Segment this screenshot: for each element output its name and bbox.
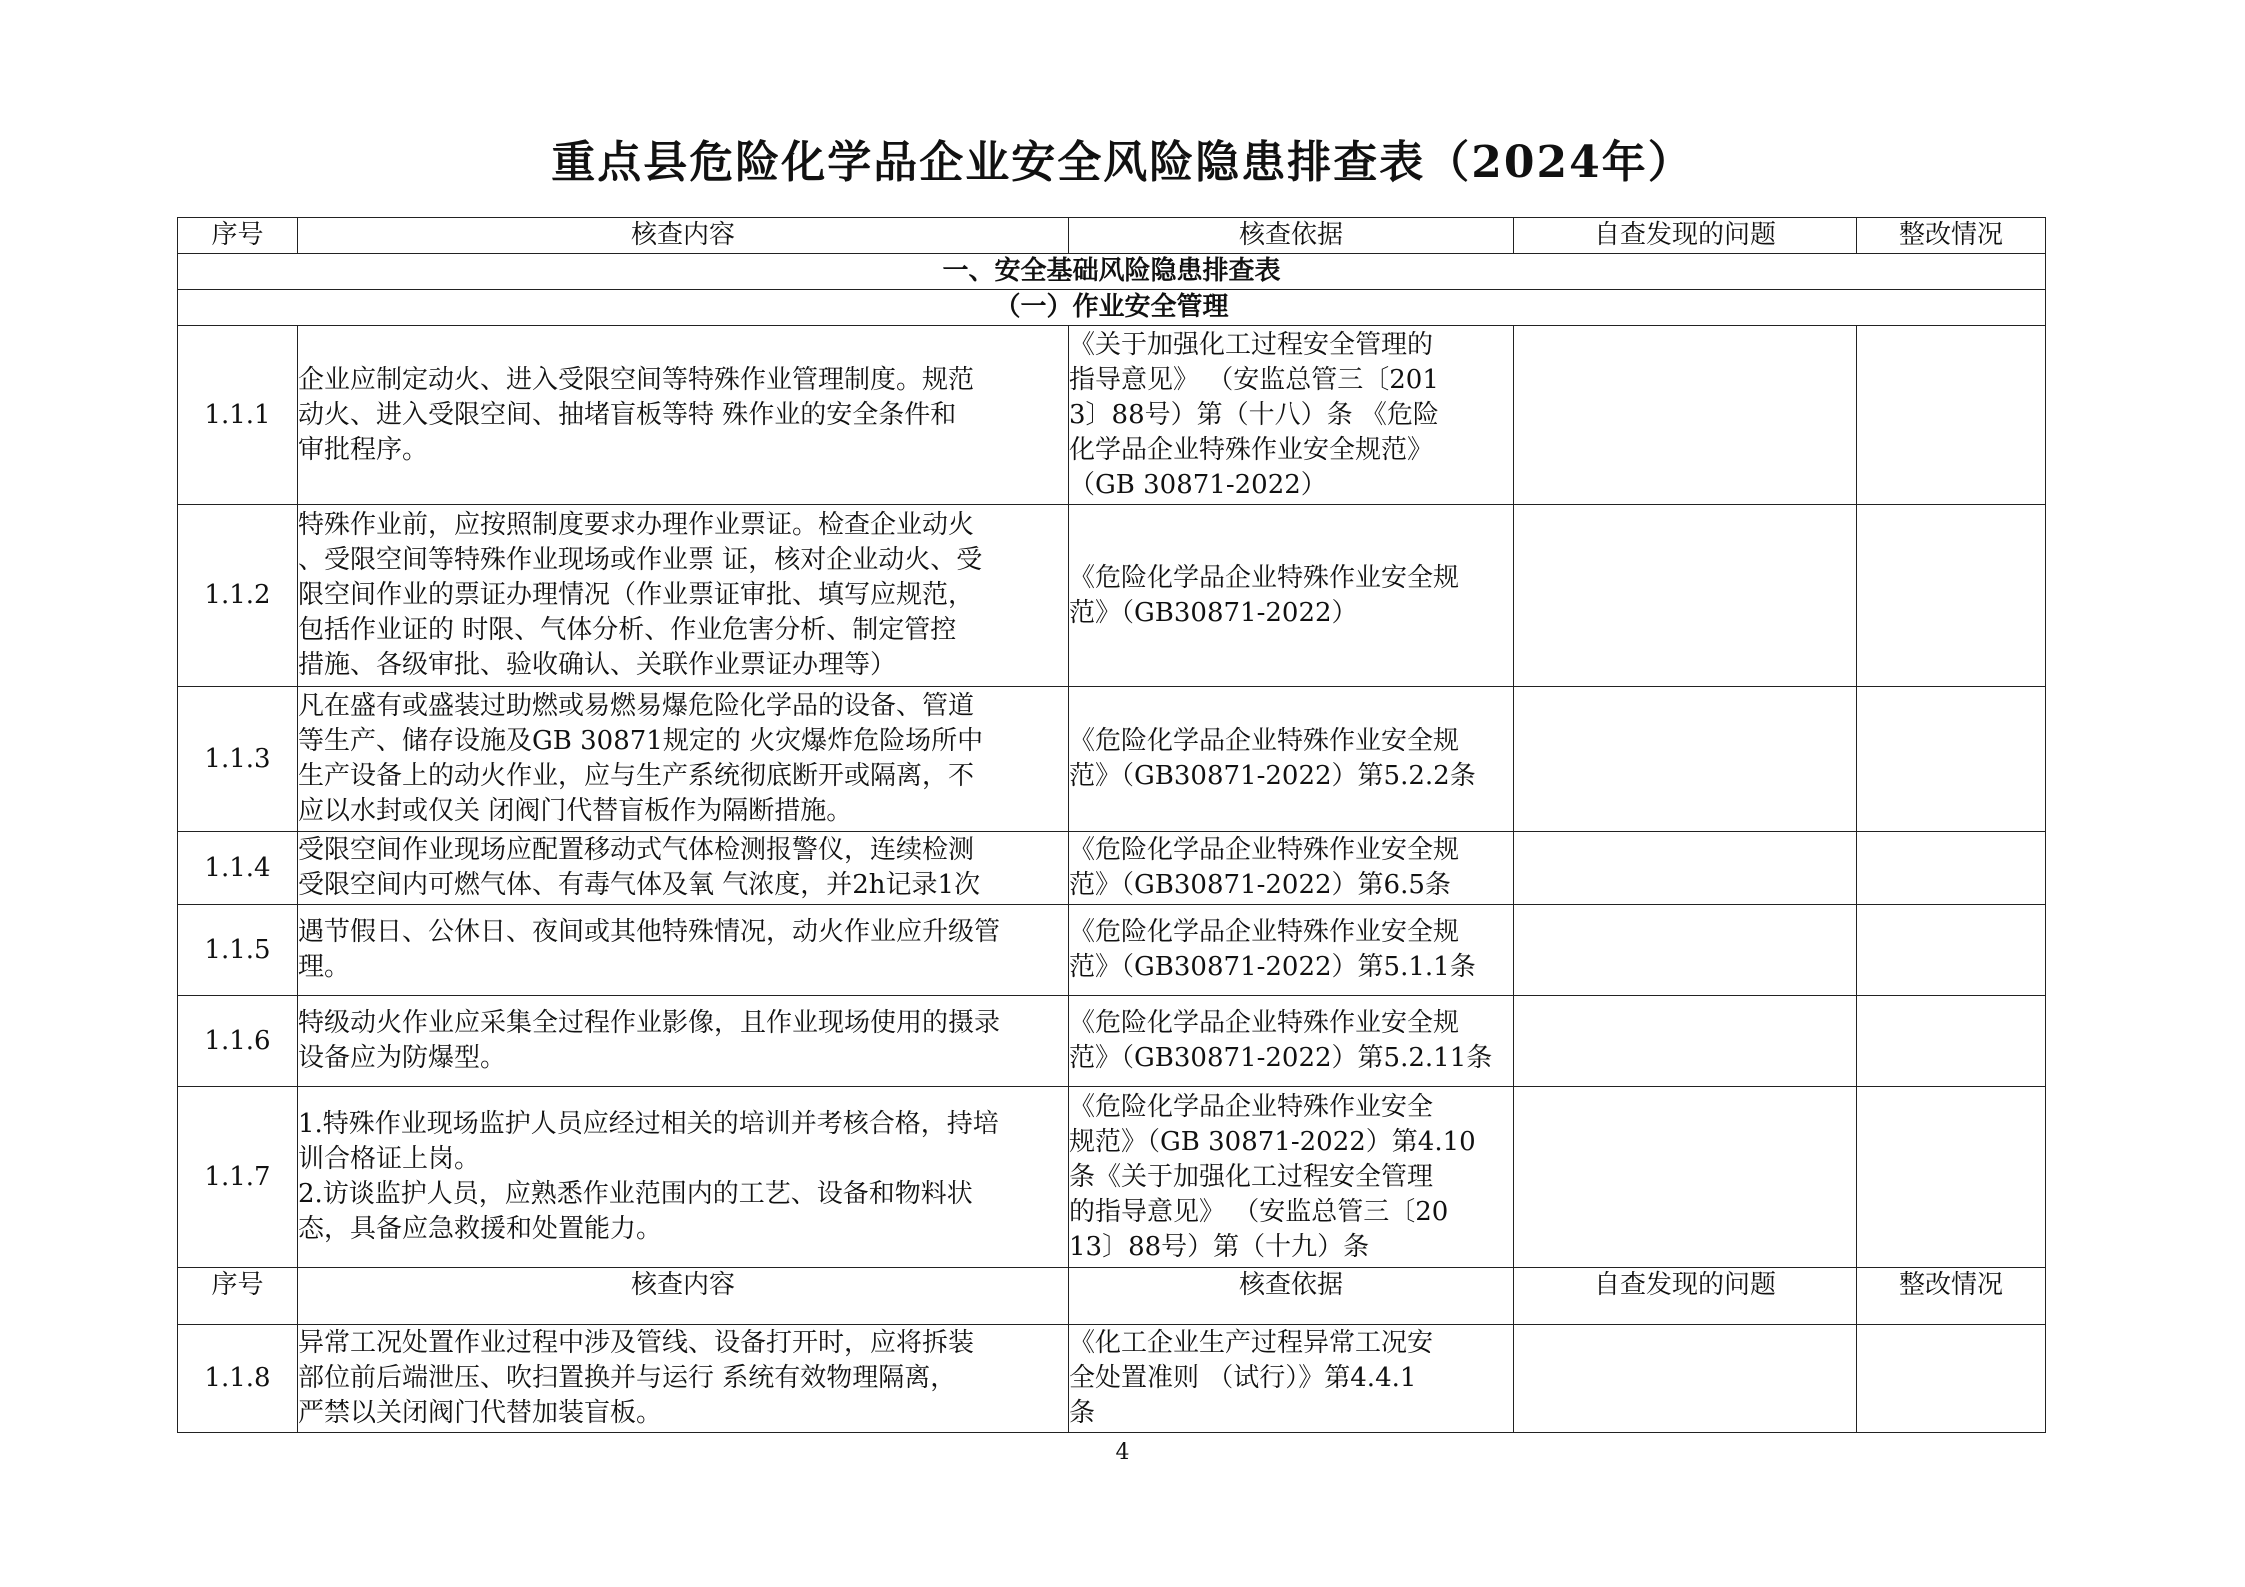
row-content: 特殊作业前，应按照制度要求办理作业票证。检查企业动火 、受限空间等特殊作业现场或作业票 证，核对企业动火、受 限空间作业的票证办理情况（作业票证审批、填写应规范， 包括作业证的 时限、气体分析、作业危害分析、制定管控 措施、各级审批、验收确认、关联作业票证办理等） <box>298 505 1069 687</box>
row-basis: 《危险化学品企业特殊作业安全规 范》（GB30871-2022）第5.1.1条 <box>1069 905 1514 996</box>
row-fix[interactable] <box>1857 1325 2046 1433</box>
row-fix[interactable] <box>1857 996 2046 1087</box>
table-row <box>178 1325 2046 1433</box>
header-fix: 整改情况 <box>1857 1268 2046 1325</box>
row-issue[interactable] <box>1514 326 1857 505</box>
row-issue[interactable] <box>1514 1325 1857 1433</box>
row-no: 1.1.1 <box>178 326 298 505</box>
page-title: 重点县危险化学品企业安全风险隐患排查表（2024年） <box>551 137 1694 188</box>
row-fix[interactable] <box>1857 505 2046 687</box>
row-issue[interactable] <box>1514 996 1857 1087</box>
header-no: 序号 <box>178 1268 298 1325</box>
table-row <box>178 832 2046 905</box>
risk-checklist-table <box>177 217 2046 1433</box>
page-number: 4 <box>1115 1440 1130 1465</box>
subsection-title: （一）作业安全管理 <box>178 290 2046 326</box>
row-basis: 《危险化学品企业特殊作业安全 规范》（GB 30871-2022）第4.10 条《关于加强化工过程安全管理 的指导意见》 （安监总管三〔20 13〕88号）第（十九）条 <box>1069 1087 1514 1268</box>
table-row <box>178 905 2046 996</box>
row-basis: 《危险化学品企业特殊作业安全规 范》（GB30871-2022）第6.5条 <box>1069 832 1514 905</box>
row-basis: 《危险化学品企业特殊作业安全规 范》（GB30871-2022） <box>1069 505 1514 687</box>
table-row <box>178 687 2046 832</box>
row-fix[interactable] <box>1857 832 2046 905</box>
section-row <box>178 254 2046 290</box>
section-title: 一、安全基础风险隐患排查表 <box>178 254 2046 290</box>
header-basis: 核查依据 <box>1069 218 1514 254</box>
table-row <box>178 1087 2046 1268</box>
row-fix[interactable] <box>1857 326 2046 505</box>
row-content: 1.特殊作业现场监护人员应经过相关的培训并考核合格，持培 训合格证上岗。 2.访谈监护人员，应熟悉作业范围内的工艺、设备和物料状 态，具备应急救援和处置能力。 <box>298 1087 1069 1268</box>
subsection-row <box>178 290 2046 326</box>
header-fix: 整改情况 <box>1857 218 2046 254</box>
row-issue[interactable] <box>1514 1087 1857 1268</box>
table-row <box>178 996 2046 1087</box>
row-content: 异常工况处置作业过程中涉及管线、设备打开时，应将拆装 部位前后端泄压、吹扫置换并与运行 系统有效物理隔离， 严禁以关闭阀门代替加装盲板。 <box>298 1325 1069 1433</box>
row-issue[interactable] <box>1514 687 1857 832</box>
row-fix[interactable] <box>1857 905 2046 996</box>
row-content: 凡在盛有或盛装过助燃或易燃易爆危险化学品的设备、管道 等生产、储存设施及GB 30871规定的 火灾爆炸危险场所中 生产设备上的动火作业，应与生产系统彻底断开或隔离，不 应以水封或仅关 闭阀门代替盲板作为隔断措施。 <box>298 687 1069 832</box>
row-no: 1.1.5 <box>178 905 298 996</box>
repeat-header-row <box>178 1268 2046 1325</box>
row-no: 1.1.8 <box>178 1325 298 1433</box>
row-no: 1.1.3 <box>178 687 298 832</box>
row-content: 特级动火作业应采集全过程作业影像，且作业现场使用的摄录 设备应为防爆型。 <box>298 996 1069 1087</box>
row-basis: 《危险化学品企业特殊作业安全规 范》（GB30871-2022）第5.2.11条 <box>1069 996 1514 1087</box>
header-issue: 自查发现的问题 <box>1514 218 1857 254</box>
row-issue[interactable] <box>1514 832 1857 905</box>
row-no: 1.1.6 <box>178 996 298 1087</box>
row-fix[interactable] <box>1857 1087 2046 1268</box>
header-content: 核查内容 <box>298 218 1069 254</box>
row-fix[interactable] <box>1857 687 2046 832</box>
header-content: 核查内容 <box>298 1268 1069 1325</box>
row-basis: 《化工企业生产过程异常工况安 全处置准则 （试行）》第4.4.1 条 <box>1069 1325 1514 1433</box>
row-content: 受限空间作业现场应配置移动式气体检测报警仪，连续检测 受限空间内可燃气体、有毒气体及氧 气浓度，并2h记录1次 <box>298 832 1069 905</box>
header-basis: 核查依据 <box>1069 1268 1514 1325</box>
table-row <box>178 326 2046 505</box>
table-row <box>178 505 2046 687</box>
row-no: 1.1.7 <box>178 1087 298 1268</box>
row-basis: 《危险化学品企业特殊作业安全规 范》（GB30871-2022）第5.2.2条 <box>1069 687 1514 832</box>
row-no: 1.1.4 <box>178 832 298 905</box>
row-no: 1.1.2 <box>178 505 298 687</box>
header-issue: 自查发现的问题 <box>1514 1268 1857 1325</box>
header-row <box>178 218 2046 254</box>
row-issue[interactable] <box>1514 905 1857 996</box>
header-no: 序号 <box>178 218 298 254</box>
row-content: 遇节假日、公休日、夜间或其他特殊情况，动火作业应升级管 理。 <box>298 905 1069 996</box>
row-basis: 《关于加强化工过程安全管理的 指导意见》 （安监总管三〔201 3〕88号）第（十八）条 《危险 化学品企业特殊作业安全规范》 （GB 30871-2022） <box>1069 326 1514 505</box>
row-issue[interactable] <box>1514 505 1857 687</box>
row-content: 企业应制定动火、进入受限空间等特殊作业管理制度。规范 动火、进入受限空间、抽堵盲板等特 殊作业的安全条件和 审批程序。 <box>298 326 1069 505</box>
